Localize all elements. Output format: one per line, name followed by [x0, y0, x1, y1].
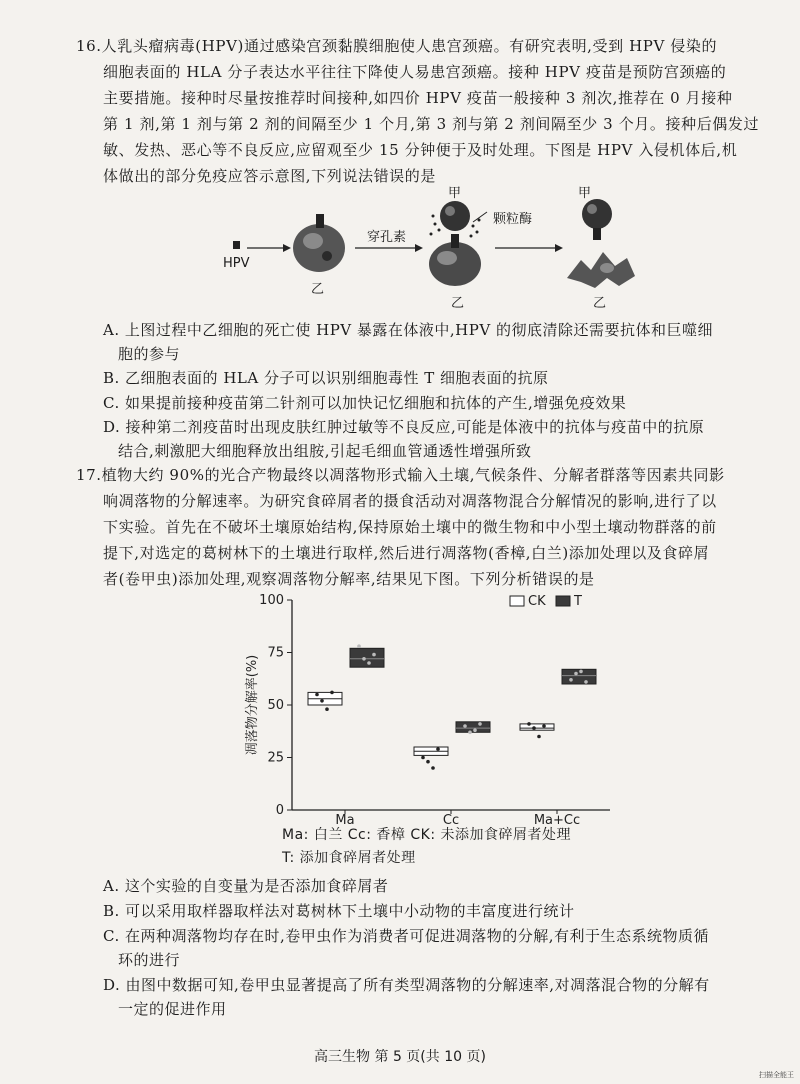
- y-tick-label: 25: [267, 750, 284, 766]
- hpv-particle: [233, 241, 240, 249]
- q16-line-2: 细胞表面的 HLA 分子表达水平往往下降使人易患宫颈癌。接种 HPV 疫苗是预防宫颈癌的: [103, 63, 727, 81]
- y-axis-label: 凋落物分解率(%): [245, 654, 260, 756]
- arrow-3-icon: [555, 244, 563, 252]
- chart-svg: [240, 590, 620, 825]
- q16-option-a-line-2: 胞的参与: [118, 345, 181, 363]
- box-t: [562, 669, 596, 684]
- q16-line-5: 敏、发热、恶心等不良反应,应留观至少 15 分钟便于及时处理。下图是 HPV 入侵机体后,机: [103, 141, 738, 159]
- immune-response-figure: [215, 186, 675, 314]
- label-granzyme: 颗粒酶: [493, 212, 533, 227]
- q16-line-4: 第 1 剂,第 1 剂与第 2 剂的间隔至少 1 个月,第 3 剂与第 2 剂间隔至少 3 个月。接种后偶发过: [103, 115, 760, 133]
- q16-line-3: 主要措施。接种时尽量按推荐时间接种,如四价 HPV 疫苗一般接种 3 剂次,推荐在 0 月接种: [103, 89, 733, 107]
- data-point: [574, 672, 578, 676]
- label-yi-3: 乙: [593, 296, 607, 311]
- scanner-watermark: 扫描全能王: [759, 1071, 794, 1079]
- box-t: [456, 722, 490, 733]
- q17-option-d-line-2: 一定的促进作用: [118, 1000, 227, 1018]
- lysed-cell-yi-3: [567, 252, 635, 288]
- label-hpv: HPV: [223, 256, 250, 271]
- legend-swatch-t: [556, 596, 570, 606]
- q16-option-b: B. 乙细胞表面的 HLA 分子可以识别细胞毒性 T 细胞表面的抗原: [103, 369, 549, 387]
- q17-line-3: 下实验。首先在不破坏土壤原始结构,保持原始土壤中的微生物和中小型土壤动物群落的前: [103, 518, 717, 536]
- data-point: [579, 670, 583, 674]
- q17-line-2: 响凋落物的分解速率。为研究食碎屑者的摄食活动对凋落物混合分解情况的影响,进行了以: [103, 492, 717, 510]
- label-perforin: 穿孔素: [367, 230, 407, 245]
- box-ck: [520, 724, 554, 730]
- label-jia-2: 甲: [578, 186, 592, 201]
- data-point: [431, 766, 435, 770]
- data-point: [325, 707, 329, 711]
- q16-line-6: 体做出的部分免疫应答示意图,下列说法错误的是: [103, 167, 436, 185]
- q16-line-1: 16.人乳头瘤病毒(HPV)通过感染宫颈黏膜细胞使人患宫颈癌。有研究表明,受到 HPV 侵染的: [76, 37, 718, 55]
- q17-line-5: 者(卷甲虫)添加处理,观察凋落物分解率,结果见下图。下列分析错误的是: [103, 570, 595, 588]
- legend-label-ck: CK: [528, 594, 546, 609]
- q17-option-b: B. 可以采用取样器取样法对葛树林下土壤中小动物的丰富度进行统计: [103, 902, 575, 920]
- q16-option-a-line-1: A. 上图过程中乙细胞的死亡使 HPV 暴露在体液中,HPV 的彻底清除还需要抗体和巨噬细: [103, 321, 713, 339]
- data-point: [357, 644, 361, 648]
- data-point: [478, 722, 482, 726]
- cytotoxic-t-cell-jia-2: [582, 199, 612, 240]
- infected-cell-yi-2: [429, 234, 481, 286]
- data-point: [362, 657, 366, 661]
- q17-option-d-line-1: D. 由图中数据可知,卷甲虫显著提高了所有类型凋落物的分解速率,对凋落混合物的分解有: [103, 976, 710, 994]
- x-tick-label: Cc: [442, 813, 460, 825]
- abbrev-note-line-1: Ma: 白兰 Cc: 香樟 CK: 未添加食碎屑者处理: [282, 827, 571, 843]
- y-tick-label: 75: [267, 645, 284, 661]
- data-point: [468, 731, 472, 735]
- data-point: [584, 680, 588, 684]
- legend-label-t: T: [574, 594, 582, 609]
- q17-option-a: A. 这个实验的自变量为是否添加食碎屑者: [103, 877, 389, 895]
- q17-line-4: 提下,对选定的葛树林下的土壤进行取样,然后进行凋落物(香樟,白兰)添加处理以及食碎屑: [103, 544, 710, 562]
- arrow-2-icon: [415, 244, 423, 252]
- arrow-1-icon: [283, 244, 291, 252]
- label-jia-1: 甲: [448, 186, 462, 201]
- y-tick-label: 50: [267, 698, 284, 713]
- legend-swatch-ck: [510, 596, 524, 606]
- data-point: [532, 726, 536, 730]
- data-point: [421, 756, 425, 760]
- data-point: [426, 760, 430, 764]
- data-point: [330, 691, 334, 695]
- data-point: [542, 724, 546, 728]
- q16-option-c: C. 如果提前接种疫苗第二针剂可以加快记忆细胞和抗体的产生,增强免疫效果: [103, 394, 627, 412]
- data-point: [372, 653, 376, 657]
- data-point: [537, 735, 541, 739]
- data-point: [473, 728, 477, 732]
- data-point: [569, 678, 573, 682]
- q16-option-d-line-1: D. 接种第二剂疫苗时出现皮肤红肿过敏等不良反应,可能是体液中的抗体与疫苗中的抗原: [103, 418, 705, 436]
- decomposition-chart: [240, 590, 620, 825]
- x-tick-label: Ma+Cc: [533, 813, 581, 825]
- data-point: [320, 699, 324, 703]
- label-yi-1: 乙: [311, 282, 325, 297]
- q17-option-c-line-1: C. 在两种凋落物均存在时,卷甲虫作为消费者可促进凋落物的分解,有利于生态系统物质循: [103, 927, 710, 945]
- data-point: [436, 747, 440, 751]
- q16-option-d-line-2: 结合,刺激肥大细胞释放出组胺,引起毛细血管通透性增强所致: [118, 442, 532, 460]
- q17-option-c-line-2: 环的进行: [118, 951, 181, 969]
- label-yi-2: 乙: [451, 296, 465, 311]
- page-footer: 高三生物 第 5 页(共 10 页): [314, 1049, 486, 1065]
- cytotoxic-t-cell-jia-1: [440, 201, 470, 231]
- y-tick-label: 100: [259, 593, 284, 608]
- x-tick-label: Ma: [335, 813, 355, 825]
- data-point: [463, 724, 467, 728]
- q17-line-1: 17.植物大约 90%的光合产物最终以凋落物形式输入土壤,气候条件、分解者群落等因素共同影: [76, 466, 725, 484]
- infected-cell-yi-1: [293, 214, 345, 272]
- data-point: [315, 693, 319, 697]
- data-point: [527, 722, 531, 726]
- box-t: [350, 648, 384, 667]
- abbrev-note-line-2: T: 添加食碎屑者处理: [282, 850, 416, 866]
- y-tick-label: 0: [275, 803, 284, 818]
- data-point: [367, 661, 371, 665]
